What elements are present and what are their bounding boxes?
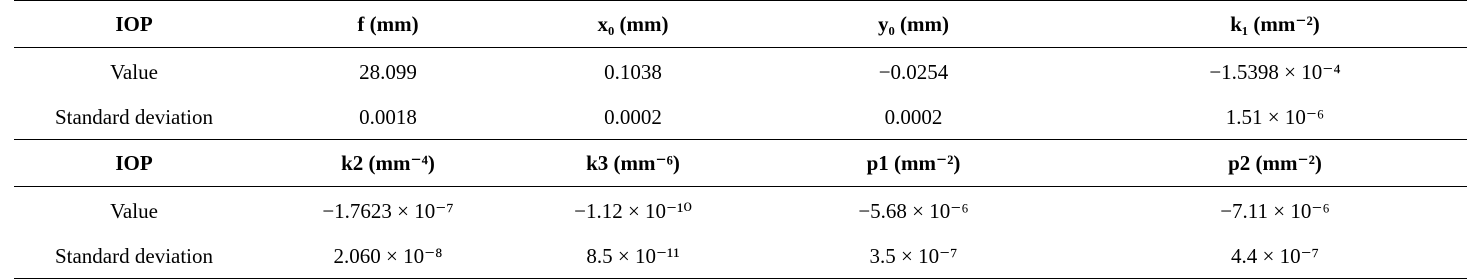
table-cell: 8.5 × 10⁻¹¹ bbox=[522, 234, 744, 279]
table-cell: −1.7623 × 10⁻⁷ bbox=[322, 199, 454, 223]
header-cell: p2 (mm⁻²) bbox=[1083, 140, 1467, 187]
table-row bbox=[14, 48, 1467, 96]
table-cell: 2.060 × 10⁻⁸ bbox=[254, 234, 522, 279]
table-row bbox=[14, 95, 1467, 140]
table-row bbox=[14, 187, 1467, 235]
table-cell: 0.0018 bbox=[359, 104, 417, 129]
header-cell: k3 (mm⁻⁶) bbox=[522, 140, 744, 187]
header-cell: k2 (mm⁻⁴) bbox=[254, 140, 522, 187]
table-cell: −7.11 × 10⁻⁶ bbox=[1220, 199, 1330, 223]
table-cell: −5.68 × 10⁻⁶ bbox=[858, 199, 969, 223]
table-cell: 3.5 × 10⁻⁷ bbox=[744, 234, 1083, 279]
header-cell: p1 (mm⁻²) bbox=[744, 140, 1083, 187]
table-cell: 0.0002 bbox=[604, 104, 662, 129]
table-cell: −1.12 × 10⁻¹⁰ bbox=[574, 199, 692, 223]
header-cell: IOP bbox=[14, 140, 254, 187]
row-label: Standard deviation bbox=[14, 234, 254, 279]
iop-parameter-table bbox=[14, 0, 1467, 279]
header-cell: x₀ (mm) bbox=[522, 1, 744, 48]
table-row bbox=[14, 234, 1467, 279]
row-label: Value bbox=[110, 199, 158, 223]
header-cell: y₀ (mm) bbox=[744, 1, 1083, 48]
header-cell: IOP bbox=[14, 1, 254, 48]
header-cell: f (mm) bbox=[254, 1, 522, 48]
row-label: Standard deviation bbox=[54, 104, 214, 129]
table-cell: 0.0002 bbox=[884, 104, 943, 129]
header-cell: k₁ (mm⁻²) bbox=[1083, 1, 1467, 48]
table-header-row bbox=[14, 140, 1467, 187]
row-label: Value bbox=[110, 60, 158, 84]
table-cell: −1.5398 × 10⁻⁴ bbox=[1209, 60, 1341, 84]
table-cell: 1.51 × 10⁻⁶ bbox=[1225, 104, 1325, 129]
table-cell: 4.4 × 10⁻⁷ bbox=[1083, 234, 1467, 279]
table-cell: 0.1038 bbox=[604, 60, 662, 84]
table-cell: −0.0254 bbox=[878, 60, 949, 84]
table-header-row bbox=[14, 1, 1467, 48]
table-cell: 28.099 bbox=[359, 60, 417, 84]
